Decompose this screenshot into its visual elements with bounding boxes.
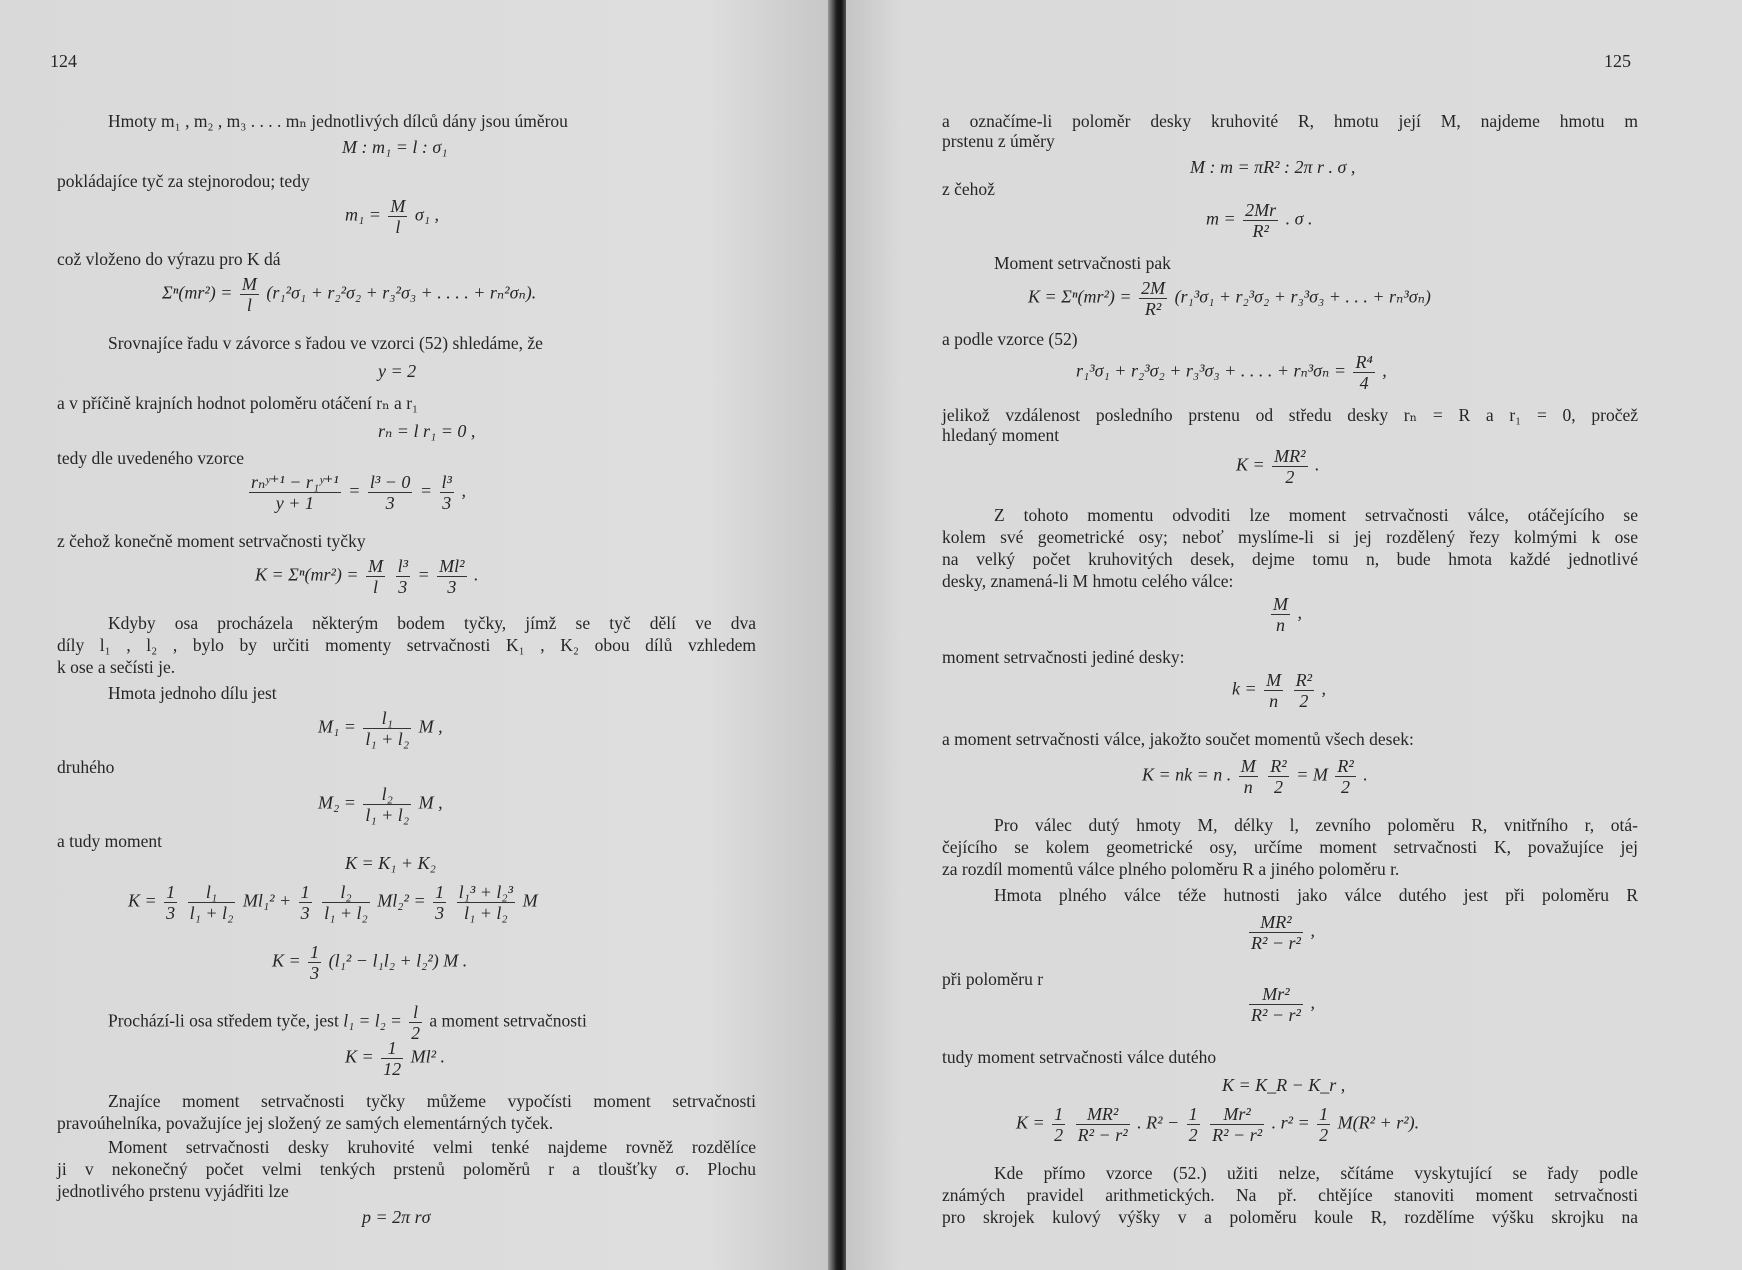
text-line: prstenu z úměry (942, 131, 1055, 151)
page-number: 125 (1604, 51, 1631, 71)
equation: K = K_R − K_r , (1222, 1075, 1346, 1095)
equation: K = Σⁿ(mr²) = $\frac{M}{l}$ $\frac{\text{l³}}{3}$ = $\frac{\text{Ml²}}{3}$ . (255, 556, 479, 597)
equation: K = K₁ + K₂ (345, 853, 436, 873)
text-line: pokládajíce tyč za stejnorodou; tedy (57, 171, 310, 191)
text-line: čejícího se kolem geometrické osy, určíme moment setrvačnosti K, považujíce jej (942, 837, 1638, 857)
text-line: desky, znamená-li M hmotu celého válce: (942, 571, 1234, 591)
equation: K = $\frac{\text{MR²}}{2}$ . (1236, 446, 1320, 487)
equation: $\frac{\text{rₙʸ⁺¹ − r₁ʸ⁺¹}}{y + 1}$ = $\frac{\text{l³ − 0}}{3}$ = $\frac{\text{l³}}{3}$ , (251, 472, 466, 513)
equation: $\frac{\text{MR²}}{\text{R² − r²}}$ , (1251, 912, 1315, 953)
text-line: Hmota plného válce téže hutnosti jako válce dutého jest při poloměru R (994, 885, 1638, 905)
text-line: moment setrvačnosti jediné desky: (942, 647, 1185, 667)
left-page (0, 0, 832, 1270)
text-line: a podle vzorce (52) (942, 329, 1078, 349)
equation: $\frac{M}{n}$ , (1273, 594, 1302, 635)
equation: rₙ = l r₁ = 0 , (378, 421, 476, 441)
equation: Σⁿ(mr²) = $\frac{M}{l}$ (r₁²σ₁ + r₂²σ₂ + r₃²σ₃ + . . . . + rₙ²σₙ). (162, 274, 537, 315)
text-line: a označíme-li poloměr desky kruhovité R, hmotu její M, najdeme hmotu m (942, 111, 1638, 131)
equation: K = nk = n . $\frac{M}{n}$ $\frac{\text{R²}}{2}$ = M $\frac{\text{R²}}{2}$ . (1142, 756, 1368, 797)
equation: r₁³σ₁ + r₂³σ₂ + r₃³σ₃ + . . . . + rₙ³σₙ = $\frac{\text{R⁴}}{4}$ , (1076, 352, 1387, 393)
text-line: jednotlivého prstenu vyjádřiti lze (57, 1181, 289, 1201)
text-line: Kdyby osa procházela některým bodem tyčky, jímž se tyč dělí ve dva (108, 613, 756, 633)
equation: K = $\frac{1}{3}$ (l₁² − l₁l₂ + l₂²) M . (272, 942, 468, 983)
equation: m₁ = $\frac{M}{l}$ σ₁ , (345, 196, 440, 237)
equation: $\frac{\text{Mr²}}{\text{R² − r²}}$ , (1251, 984, 1315, 1025)
text-line: Hmota jednoho dílu jest (108, 683, 277, 703)
text-line: k ose a sečísti je. (57, 657, 176, 677)
equation: k = $\frac{M}{n}$ $\frac{\text{R²}}{2}$ , (1232, 670, 1327, 711)
text-line: na velký počet kruhovitých desek, dejme tomu n, bude hmota každé jednotlivé (942, 549, 1638, 569)
text-line: kolem své geometrické osy; neboť myslíme-li si jej rozdělený řezy kolmými k ose (942, 527, 1638, 547)
equation: M : m₁ = l : σ₁ (342, 137, 448, 157)
text-line: ji v nekonečný počet velmi tenkých prstenů poloměrů r a tloušťky σ. Plochu (57, 1159, 756, 1179)
text-line: pravoúhelníka, považujíce jej složený ze samých elementárných tyček. (57, 1113, 554, 1133)
equation: K = Σⁿ(mr²) = $\frac{2M}{\text{R²}}$ (r₁³σ₁ + r₂³σ₂ + r₃³σ₃ + . . . + rₙ³σₙ) (1028, 278, 1431, 319)
text-line: jelikož vzdálenost posledního prstenu od středu desky rₙ = R a r₁ = 0, pročež (942, 405, 1638, 425)
equation: p = 2π rσ (362, 1207, 431, 1227)
text-line: za rozdíl momentů válce plného poloměru R a jiného poloměru r. (942, 859, 1400, 879)
equation: M : m = πR² : 2π r . σ , (1190, 157, 1356, 177)
text-line: hledaný moment (942, 425, 1060, 445)
text-line: a v příčině krajních hodnot poloměru otáčení rₙ a r₁ (57, 393, 419, 413)
text-line: Znajíce moment setrvačnosti tyčky můžeme vypočísti moment setrvačnosti (108, 1091, 756, 1111)
equation: m = $\frac{2Mr}{\text{R²}}$ . σ . (1206, 200, 1313, 241)
equation: y = 2 (378, 361, 417, 381)
page-number: 124 (50, 51, 77, 71)
text-line: díly l₁ , l₂ , bylo by určiti momenty setrvačnosti K₁ , K₂ obou dílů vzhledem (57, 635, 756, 655)
text-line: Moment setrvačnosti pak (994, 253, 1171, 273)
text-line: a tudy moment (57, 831, 162, 851)
text-line: Z tohoto momentu odvoditi lze moment setrvačnosti válce, otáčejícího se (994, 505, 1638, 525)
text-line: z čehož (942, 179, 995, 199)
text-line: Hmoty m₁ , m₂ , m₃ . . . . mₙ jednotlivých dílců dány jsou úměrou (108, 111, 568, 131)
text-line: a moment setrvačnosti válce, jakožto součet momentů všech desek: (942, 729, 1414, 749)
text-line: známých pravidel arithmetických. Na př. chtějíce stanoviti moment setrvačnosti (942, 1185, 1638, 1205)
text-line: druhého (57, 757, 115, 777)
text-line: při poloměru r (942, 969, 1044, 989)
text-line: Srovnajíce řadu v závorce s řadou ve vzorci (52) shledáme, že (108, 333, 543, 353)
text-line: tudy moment setrvačnosti válce dutého (942, 1047, 1217, 1067)
equation: M₁ = $\frac{\text{l₁}}{\text{l₁ + l₂}}$ M , (318, 708, 443, 749)
equation: K = $\frac{1}{12}$ Ml² . (345, 1038, 446, 1079)
right-page (846, 0, 1742, 1270)
text-line: Kde přímo vzorce (52.) užiti nelze, sčítáme vyskytující se řady podle (994, 1163, 1638, 1183)
equation: K = $\frac{1}{3}$ $\frac{\text{l₁}}{\text{l₁ + l₂}}$ Ml₁² + $\frac{1}{3}$ $\frac{\text{l₂}}{\text{l₁ + l₂}}$ Ml₂² = $\frac{1}{3}$ $\frac{\text{l₁³ + l₂³}}{\text{l₁ + l₂}}$ M (128, 882, 538, 923)
text-line: tedy dle uvedeného vzorce (57, 448, 245, 468)
text-line: z čehož konečně moment setrvačnosti tyčky (57, 531, 366, 551)
text-line: Prochází-li osa středem tyče, jest l₁ = l₂ = $\frac{l}{2}$ a moment setrvačnosti (108, 1002, 587, 1043)
text-line: Moment setrvačnosti desky kruhovité velmi tenké najdeme rovněž rozdělíce (108, 1137, 756, 1157)
equation: M₂ = $\frac{\text{l₂}}{\text{l₁ + l₂}}$ M , (318, 784, 443, 825)
text-line: pro skrojek kulový výšky v a poloměru koule R, rozdělíme výšku skrojku na (942, 1207, 1638, 1227)
text-line: což vloženo do výrazu pro K dá (57, 249, 281, 269)
text-line: Pro válec dutý hmoty M, délky l, zevního poloměru R, vnitřního r, otá- (994, 815, 1638, 835)
equation: K = $\frac{1}{2}$ $\frac{\text{MR²}}{\text{R² − r²}}$ . R² − $\frac{1}{2}$ $\frac{\text{Mr²}}{\text{R² − r²}}$ . r² = $\frac{1}{2}$ M(R² + r²). (1016, 1104, 1420, 1145)
